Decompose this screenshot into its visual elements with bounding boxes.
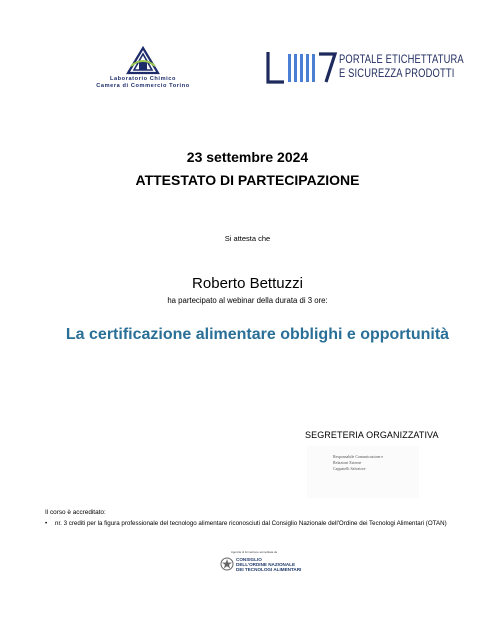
certificate-date: 23 settembre 2024 [186,149,309,165]
footer-line3: DEI TECNOLOGI ALIMENTARI [236,567,302,572]
lab-logo-line1: Laboratorio Chimico [109,76,177,82]
portale-logo-text [339,52,464,80]
accreditation-item [45,520,465,528]
lab-logo-line2: Camera di Commercio Torino [96,83,190,89]
signature-heading: SEGRETERIA ORGANIZZATIVA [305,430,439,440]
footer-line2: DELL'ORDINE NAZIONALE [236,562,296,567]
signature-stamp [307,446,419,498]
portale-logo-line2: E SICUREZZA PRODOTTI [339,66,455,80]
italian-emblem-icon [220,556,234,572]
certificate-title: ATTESTATO DI PARTECIPAZIONE [135,172,360,188]
accreditation-intro: Il corso è accreditato: [45,509,106,516]
signature-line-3: Cappatelli Salvatore [333,466,366,471]
bullet-point: • [45,520,48,527]
attesta-text: Si attesta che [224,234,271,243]
footer-org-name [236,557,301,572]
tecnologi-alimentari-logo [220,548,300,578]
course-title: La certificazione alimentare obblighi e opportunità [65,326,450,343]
portale-logo-line1: PORTALE ETICHETTATURA [339,52,464,66]
recipient-name: Roberto Bettuzzi [192,275,303,292]
portale-etichettatura-logo [266,50,464,86]
accreditation-item-text: nr. 3 crediti per la figura professionale del tecnologo alimentare riconosciuti dal Consiglio Nazionale dell'Ordine dei Tecnologi Alimentari (OTAN) [55,520,447,527]
signature-line-2: Relazioni Esterne [333,460,362,465]
participation-text: ha partecipato al webinar della durata di 3 ore: [167,296,328,305]
portale-barcode-icon [266,50,338,86]
laboratorio-chimico-logo [88,46,198,90]
footer-line1: CONSIGLIO [236,557,262,562]
signature-line-1: Responsabile Comunicazione e [333,454,384,459]
laboratorio-chimico-icon [125,46,161,76]
footer-small-text: Agenzia di formazione accreditata da [231,550,278,554]
